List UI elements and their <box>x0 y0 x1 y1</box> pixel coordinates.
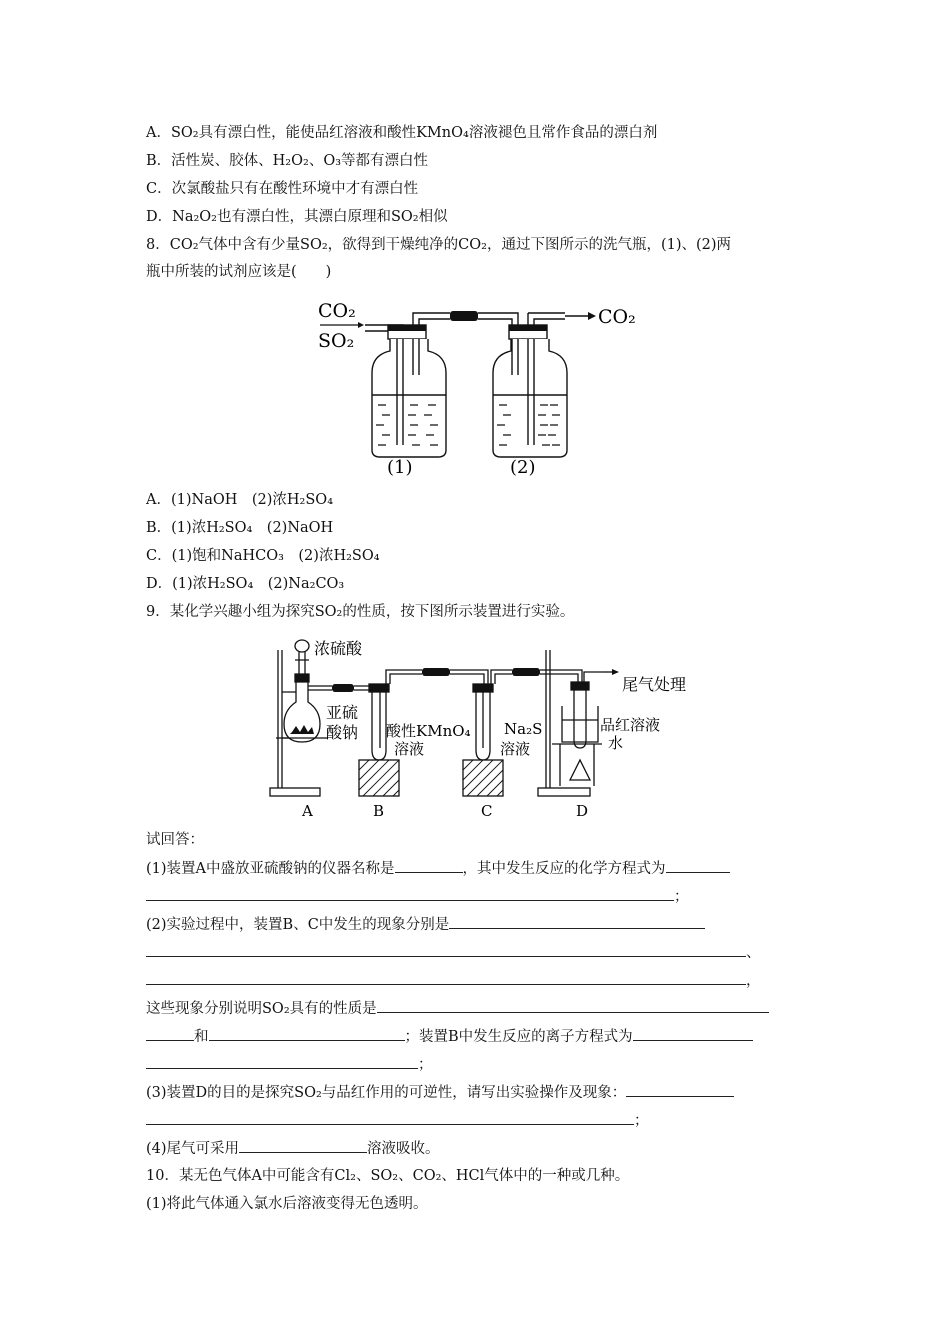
answer-blank[interactable] <box>239 1138 367 1153</box>
q9-part1-mid: ，其中发生反应的化学方程式为 <box>462 861 666 877</box>
q9-part3-line1 <box>146 1082 734 1103</box>
inlet-gas-co2: CO₂ <box>318 300 356 322</box>
label-c: C <box>481 802 493 820</box>
q9-part4-post: 溶液吸收。 <box>367 1141 440 1157</box>
q9-part1-text: (1)装置A中盛放亚硫酸钠的仪器名称是 <box>146 861 395 877</box>
q9-part4 <box>146 1138 440 1159</box>
semicolon: ； <box>674 889 689 905</box>
answer-blank[interactable] <box>395 858 463 873</box>
label-sodium-sulfite-2: 酸钠 <box>326 723 359 742</box>
answer-blank[interactable] <box>146 942 746 957</box>
q9-part2-property: 这些现象分别说明SO₂具有的性质是 <box>146 1001 377 1017</box>
q9-part2-line5 <box>146 1026 753 1047</box>
q9-part3-line2 <box>146 1110 649 1131</box>
answer-blank[interactable] <box>146 970 746 985</box>
q7-option-b: B．活性炭、胶体、H₂O₂、O₃等都有漂白性 <box>146 153 429 169</box>
label-water: 水 <box>608 734 624 752</box>
q7-option-c: C．次氯酸盐只有在酸性环境中才有漂白性 <box>146 181 419 197</box>
label-d: D <box>576 802 589 820</box>
label-kmno4-1: 酸性KMnO₄ <box>386 722 471 740</box>
answer-blank[interactable] <box>377 998 769 1013</box>
label-pinhong-solution: 品红溶液 <box>600 716 661 734</box>
dun-mark: 、 <box>746 945 761 961</box>
label-na2s-2: 溶液 <box>500 740 531 758</box>
answer-blank[interactable] <box>209 1026 405 1041</box>
q7-option-a: A．SO₂具有漂白性，能使品红溶液和酸性KMnO₄溶液褪色且常作食品的漂白剂 <box>146 125 658 141</box>
label-b: B <box>373 802 385 820</box>
q9-part2-line6 <box>146 1054 433 1075</box>
q9-part2-line1 <box>146 914 705 935</box>
q9-stem: 9．某化学兴趣小组为探究SO₂的性质，按下图所示装置进行实验。 <box>146 604 575 620</box>
answer-blank[interactable] <box>633 1026 753 1041</box>
q8-stem-line2: 瓶中所装的试剂应该是( ) <box>146 264 332 280</box>
bottle-2-label: (2) <box>510 457 536 478</box>
outlet-gas-co2: CO₂ <box>598 306 636 328</box>
q8-option-a: A．(1)NaOH (2)浓H₂SO₄ <box>146 492 334 508</box>
answer-blank[interactable] <box>146 1026 194 1041</box>
answer-blank[interactable] <box>146 1110 634 1125</box>
comma-mark: ， <box>746 973 761 989</box>
q9-part1-line1 <box>146 858 730 879</box>
q9-answer-prompt: 试回答： <box>146 832 204 848</box>
label-na2s-1: Na₂S <box>504 720 543 738</box>
q9-part2-line2 <box>146 942 761 963</box>
q9-part4-pre: (4)尾气可采用 <box>146 1141 240 1157</box>
label-conc-sulfuric-acid: 浓硫酸 <box>314 639 363 658</box>
q7-option-d: D．Na₂O₂也有漂白性，其漂白原理和SO₂相似 <box>146 209 448 225</box>
inlet-gas-so2: SO₂ <box>318 330 355 352</box>
answer-blank[interactable] <box>146 1054 418 1069</box>
answer-blank[interactable] <box>146 886 674 901</box>
q8-option-d: D．(1)浓H₂SO₄ (2)Na₂CO₃ <box>146 576 345 592</box>
q9-part2-ion: ；装置B中发生反应的离子方程式为 <box>404 1029 633 1045</box>
answer-blank[interactable] <box>449 914 705 929</box>
q9-part2-line4 <box>146 998 769 1019</box>
q8-option-c: C．(1)饱和NaHCO₃ (2)浓H₂SO₄ <box>146 548 380 564</box>
q9-part2-text: (2)实验过程中，装置B、C中发生的现象分别是 <box>146 917 450 933</box>
answer-blank[interactable] <box>626 1082 734 1097</box>
so2-apparatus-figure <box>262 630 692 825</box>
label-kmno4-2: 溶液 <box>394 740 425 758</box>
label-tail-gas: 尾气处理 <box>622 675 687 694</box>
semicolon: ； <box>634 1113 649 1129</box>
wash-bottle-figure <box>310 295 650 480</box>
q9-part1-line2 <box>146 886 689 907</box>
q9-part3-text: (3)装置D的目的是探究SO₂与品红作用的可逆性，请写出实验操作及现象： <box>146 1085 627 1101</box>
q8-stem-line1: 8．CO₂气体中含有少量SO₂，欲得到干燥纯净的CO₂，通过下图所示的洗气瓶，(1)、(2)两 <box>146 237 732 253</box>
q8-option-b: B．(1)浓H₂SO₄ (2)NaOH <box>146 520 334 536</box>
semicolon: ； <box>418 1057 433 1073</box>
bottle-1-label: (1) <box>387 457 413 478</box>
label-a: A <box>302 802 313 820</box>
q10-stem: 10．某无色气体A中可能含有Cl₂、SO₂、CO₂、HCl气体中的一种或几种。 <box>146 1168 630 1184</box>
he-text: 和 <box>194 1029 209 1045</box>
label-sodium-sulfite-1: 亚硫 <box>326 703 359 722</box>
q10-part1: (1)将此气体通入氯水后溶液变得无色透明。 <box>146 1196 428 1212</box>
answer-blank[interactable] <box>666 858 730 873</box>
q9-part2-line3 <box>146 970 761 991</box>
